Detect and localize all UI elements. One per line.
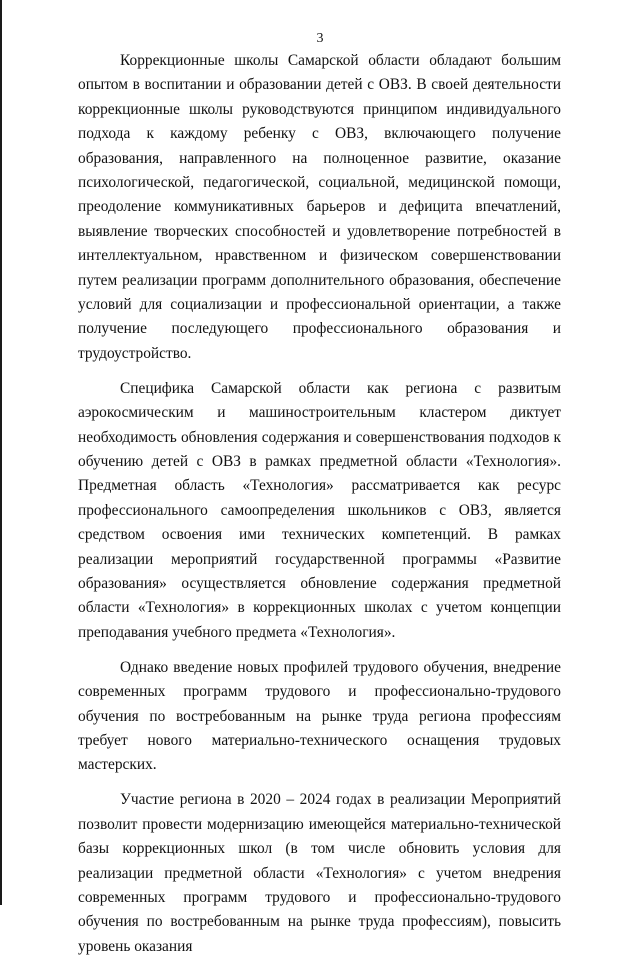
- page-number: 3: [316, 31, 324, 46]
- document-body: [78, 49, 561, 959]
- paragraph-4: Участие региона в 2020 – 2024 годах в реализации Мероприятий позволит провести модернизацию имеющейся материально-технической базы коррекционных школ (в том числе обновить условия для реализации предметной области «Технология» с учетом внедрения современных программ трудового и профессионально-трудового обучения по востребованным на рынке труда профессиям), повысить уровень оказания: [78, 791, 561, 955]
- paragraph-2: Специфика Самарской области как региона с развитым аэрокосмическим и машиностроительным кластером диктует необходимость обновления содержания и совершенствования подходов к обучению детей с ОВЗ в рамках предметной области «Технология». Предметная область «Технология» рассматривается как ресурс профессионального самоопределения школьников с ОВЗ, является средством освоения ими технических компетенций. В рамках реализации мероприятий государственной программы «Развитие образования» осуществляется обновление содержания предметной области «Технология» в коррекционных школах с учетом концепции преподавания учебного предмета «Технология».: [78, 379, 561, 641]
- paragraph-3: Однако введение новых профилей трудового обучения, внедрение современных программ трудового и профессионально-трудового обучения по востребованным на рынке труда региона профессиям требует нового материально-технического оснащения трудовых мастерских.: [78, 658, 561, 774]
- paragraph-1: Коррекционные школы Самарской области обладают большим опытом в воспитании и образовании детей с ОВЗ. В своей деятельности коррекционные школы руководствуются принципом индивидуального подхода к каждому ребенку с ОВЗ, включающего получение образования, направленного на полноценное развитие, оказание психологической, педагогической, социальной, медицинской помощи, преодоление коммуникативных барьеров и дефицита впечатлений, выявление творческих способностей и удовлетворение потребностей в интеллектуальном, нравственном и физическом совершенствовании путем реализации программ дополнительного образования, обеспечение условий для социализации и профессиональной ориентации, а также получение последующего профессионального образования и трудоустройство.: [78, 52, 561, 362]
- scan-edge: [0, 0, 2, 905]
